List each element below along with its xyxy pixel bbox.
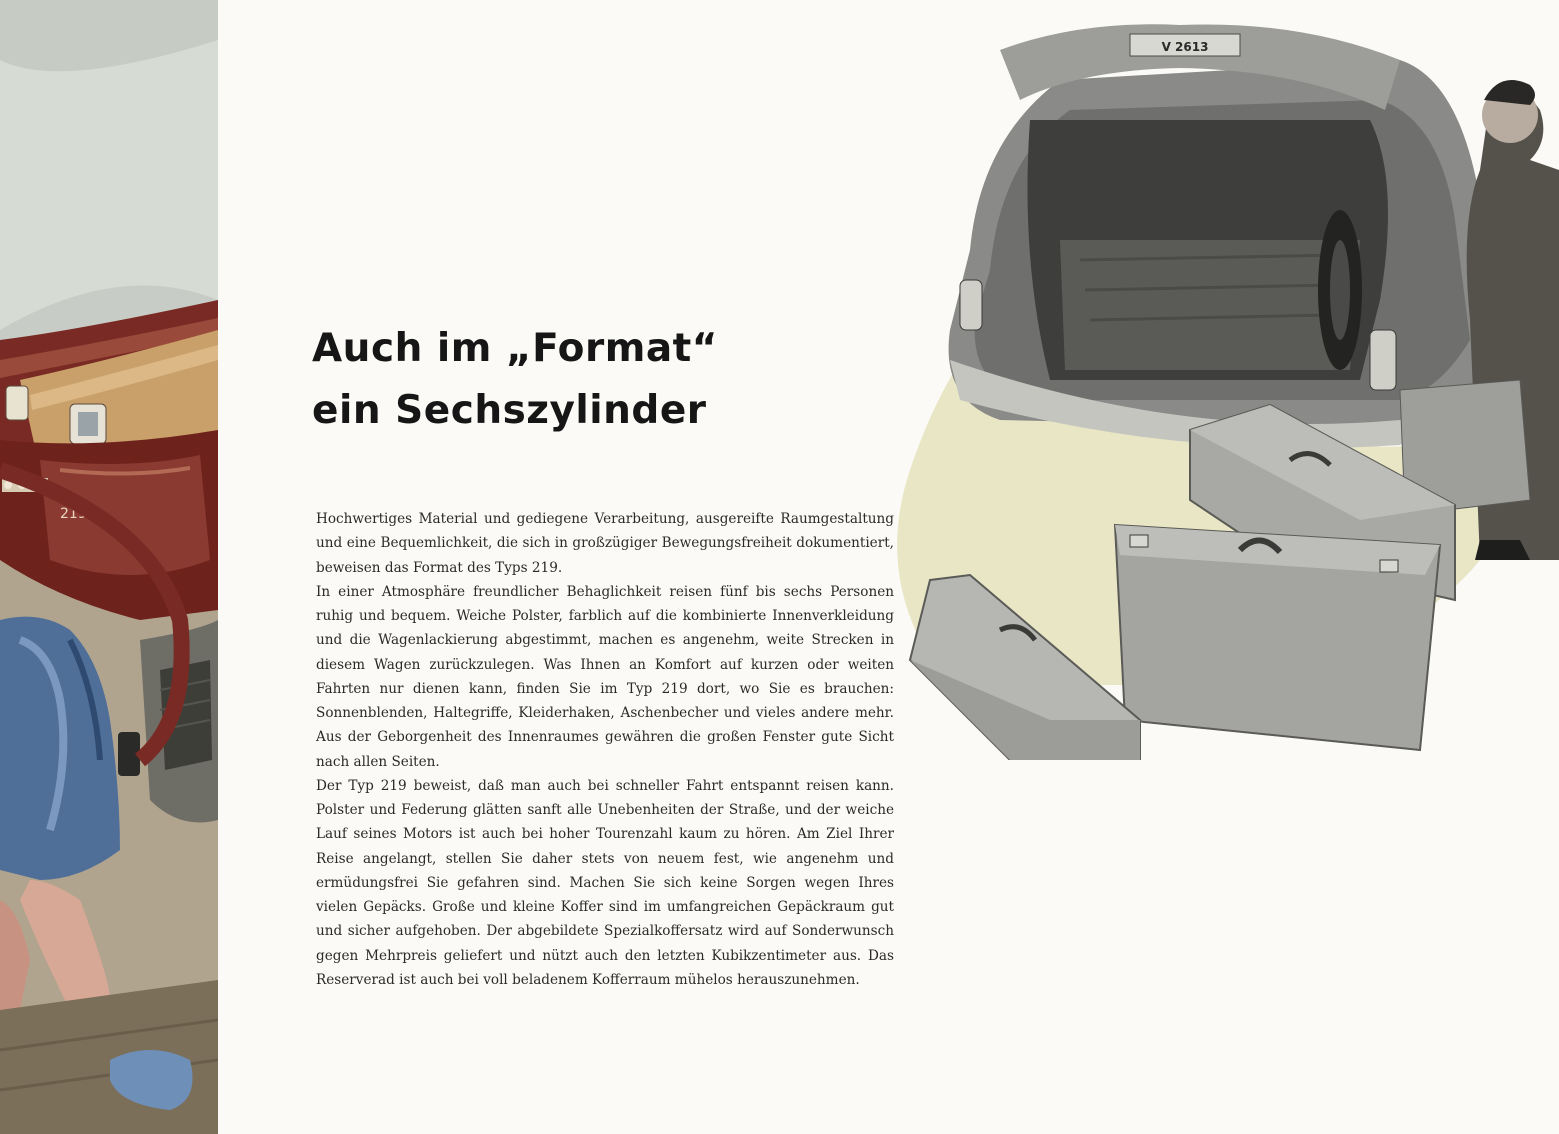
body-copy [316,507,894,992]
paragraph-1: Hochwertiges Material und gediegene Verarbeitung, ausgereifte Raumgestaltung und eine Bequemlichkeit, die sich in großzügiger Bewegungsfreiheit dokumentiert, beweisen das Format des Typs 219. [316,511,894,576]
car-trunk-photo [880,0,1559,760]
headline-line-2: ein Sechszylinder [312,388,707,433]
license-plate-text: V 2613 [1161,40,1209,54]
headline [312,318,772,442]
paragraph-3: Der Typ 219 beweist, daß man auch bei schneller Fahrt entspannt reisen kann. Polster und Federung glätten sanft alle Unebenheiten der Straße, und der weiche Lauf seines Motors ist auch bei hoher Tourenzahl kaum zu hören. Am Ziel Ihrer Reise angelangt, stellen Sie daher stets von neuem fest, wie angenehm und ermüdungsfrei Sie gefahren sind. Machen Sie sich keine Sorgen wegen Ihres vielen Gepäcks. Große und kleine Koffer sind im umfangreichen Gepäckraum gut und sicher aufgehoben. Der abgebildete Spezialkoffersatz wird auf Sonderwunsch gegen Mehrpreis geliefert und nützt auch den letzten Kubikzentimeter aus. Das Reserverad ist auch bei voll beladenem Kofferraum mühelos herauszunehmen. [316,777,894,988]
dashboard-badge: 219 [60,506,87,522]
paragraph-2: In einer Atmosphäre freundlicher Behaglichkeit reisen fünf bis sechs Personen ruhig und bequem. Weiche Polster, farblich auf die kombinierte Innenverkleidung und die Wagenlackierung abgestimmt, machen es angenehm, weite Strecken in diesem Wagen zurückzulegen. Was Ihnen an Komfort auf kurzen oder weiten Fahrten nur dienen kann, finden Sie im Typ 219 dort, wo Sie es brauchen: Sonnenblenden, Haltegriffe, Kleiderhaken, Aschenbecher und vieles andere mehr. Aus der Geborgenheit des Innenraumes gewähren die großen Fenster gute Sicht nach allen Seiten. [316,583,894,770]
headline-line-1: Auch im „Format“ [312,326,718,371]
interior-illustration [0,0,218,1134]
